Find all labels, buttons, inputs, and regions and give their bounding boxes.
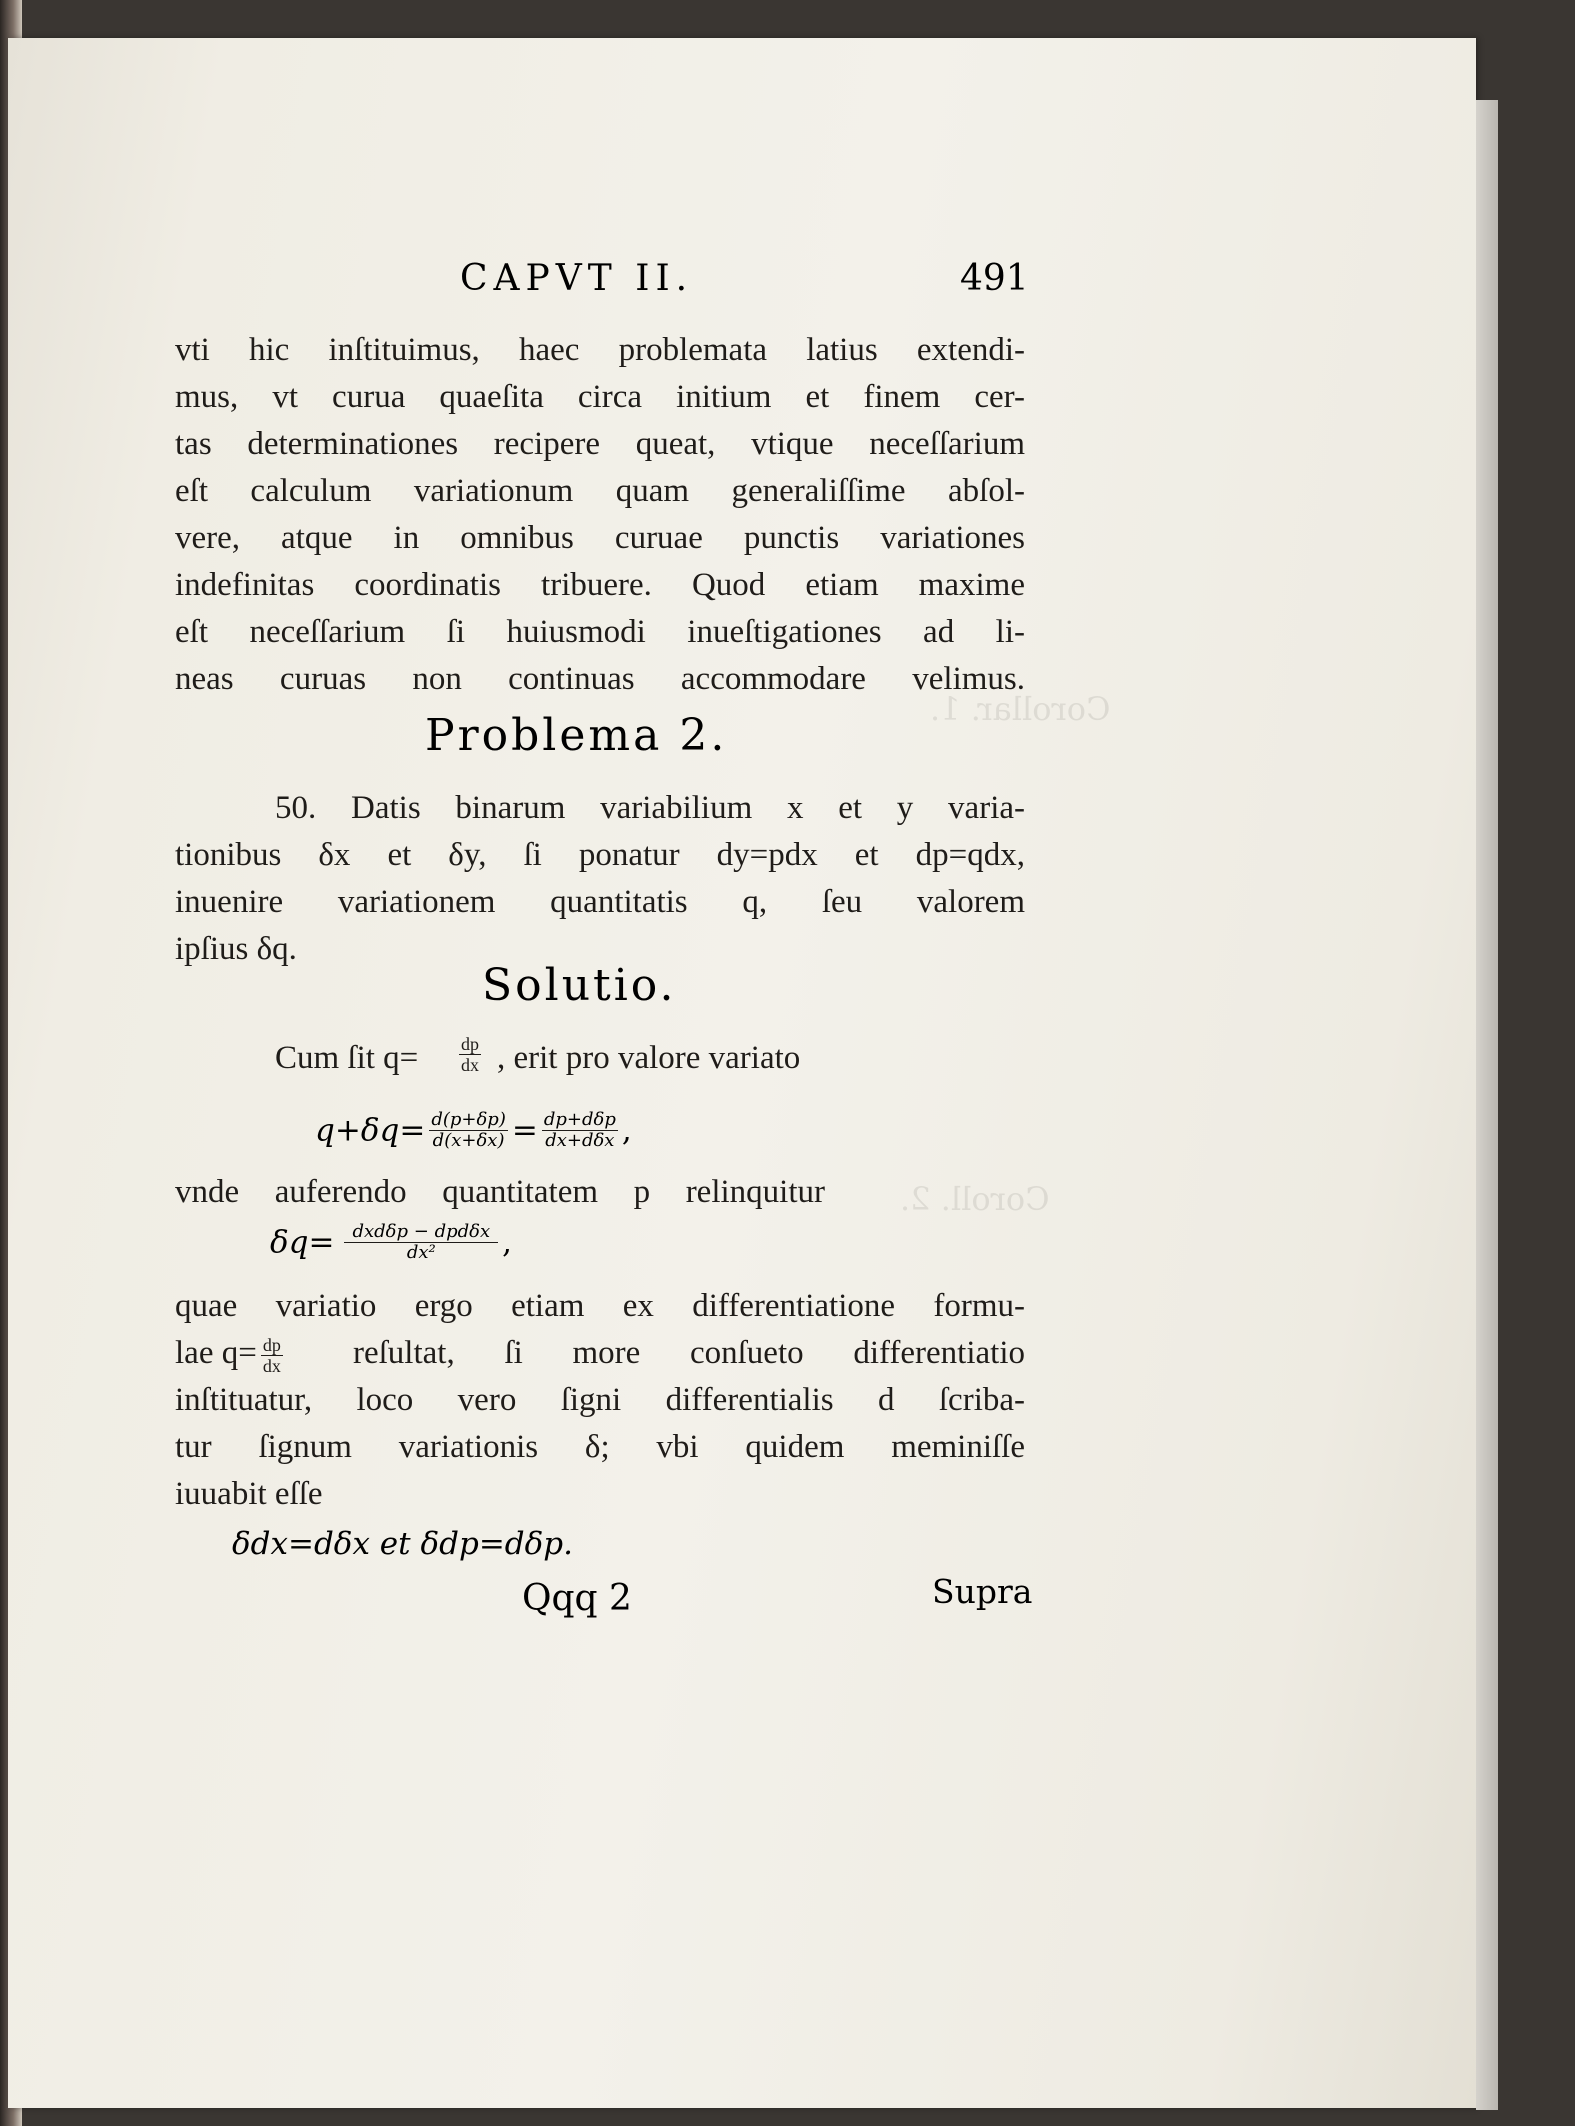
text-fragment: lae q= bbox=[175, 1335, 257, 1371]
solution-line-3 bbox=[175, 1170, 1025, 1214]
equation-variation-q bbox=[315, 1110, 632, 1162]
solution-heading: Solutio. bbox=[482, 960, 677, 1011]
text-line: ipſius δq. bbox=[175, 931, 297, 967]
text-line: tas determinationes recipere queat, vtique neceſſarium bbox=[175, 426, 1025, 462]
problem-heading: Problema 2. bbox=[425, 710, 728, 761]
fraction-denominator: dx+dδx bbox=[545, 1130, 615, 1151]
signature-mark: Qqq 2 bbox=[522, 1578, 632, 1619]
text-line: eſt neceſſarium ſi huiusmodi inueſtigationes ad li- bbox=[175, 614, 1025, 650]
text-line: vnde auferendo quantitatem p relinquitur bbox=[175, 1174, 825, 1210]
running-header bbox=[178, 258, 1028, 302]
fraction bbox=[542, 1110, 618, 1151]
fraction bbox=[459, 1034, 481, 1075]
text-line: inuenire variationem quantitatis q, ſeu valorem bbox=[175, 884, 1025, 920]
catchword: Supra bbox=[932, 1572, 1033, 1611]
equation-final: δdx=dδx et δdp=dδp. bbox=[232, 1526, 573, 1562]
text-line: vere, atque in omnibus curuae punctis variationes bbox=[175, 520, 1025, 556]
fraction bbox=[429, 1110, 508, 1151]
text-line: inſtituatur, loco vero ſigni differentialis d ſcriba- bbox=[175, 1382, 1025, 1418]
text-fragment: reſultat, ſi more conſueto differentiatio bbox=[353, 1335, 1025, 1371]
solution-line-1 bbox=[275, 1036, 1025, 1086]
text-line: indefinitas coordinatis tribuere. Quod etiam maxime bbox=[175, 567, 1025, 603]
page-number: 491 bbox=[960, 258, 1029, 299]
show-through-text: Coroll. 2. bbox=[900, 1180, 1050, 1218]
text-line: tionibus δx et δy, ſi ponatur dy=pdx et dp=qdx, bbox=[175, 837, 1025, 873]
text-line-with-fraction bbox=[175, 1331, 1025, 1375]
text-line: tur ſignum variationis δ; vbi quidem meminiſſe bbox=[175, 1429, 1025, 1465]
text-fragment: , erit pro valore variato bbox=[497, 1040, 801, 1076]
text-line: quae variatio ergo etiam ex differentiatione formu- bbox=[175, 1288, 1025, 1324]
show-through-text: Corollar. 1. bbox=[930, 690, 1111, 728]
text-line: vti hic inſtituimus, haec problemata latius extendi- bbox=[175, 332, 1025, 368]
page-stack-edge bbox=[1476, 100, 1498, 2110]
fraction-denominator: dx bbox=[262, 1355, 281, 1376]
text-line: 50. Datis binarum variabilium x et y varia- bbox=[275, 790, 1025, 826]
text-line: eſt calculum variationum quam generaliſſime abſol- bbox=[175, 473, 1025, 509]
text-line: mus, vt curua quaeſita circa initium et finem cer- bbox=[175, 379, 1025, 415]
equals-sign: = bbox=[511, 1112, 538, 1149]
fraction-numerator: dp bbox=[262, 1334, 281, 1355]
comma: , bbox=[621, 1112, 632, 1149]
equation-left: δq= bbox=[270, 1224, 335, 1261]
fraction-numerator: dp bbox=[461, 1034, 479, 1054]
comma: , bbox=[502, 1224, 512, 1261]
fraction-denominator: d(x+δx) bbox=[432, 1130, 505, 1151]
running-title: CAPVT II. bbox=[460, 258, 694, 299]
text-line: iuuabit eſſe bbox=[175, 1476, 323, 1512]
text-line: neas curuas non continuas accommodare velimus. bbox=[175, 661, 1025, 697]
equation-delta-q bbox=[270, 1222, 512, 1278]
equation-left: q+δq= bbox=[315, 1112, 426, 1149]
fraction bbox=[344, 1222, 498, 1263]
fraction-numerator: dxdδp − dpdδx bbox=[344, 1222, 498, 1243]
fraction-denominator: dx² bbox=[406, 1242, 436, 1263]
text-fragment: Cum ſit q= bbox=[275, 1040, 419, 1076]
fraction bbox=[261, 1335, 283, 1376]
fraction-numerator: dp+dδp bbox=[543, 1109, 616, 1130]
fraction-numerator: d(p+δp) bbox=[431, 1109, 506, 1130]
fraction-denominator: dx bbox=[461, 1055, 479, 1075]
